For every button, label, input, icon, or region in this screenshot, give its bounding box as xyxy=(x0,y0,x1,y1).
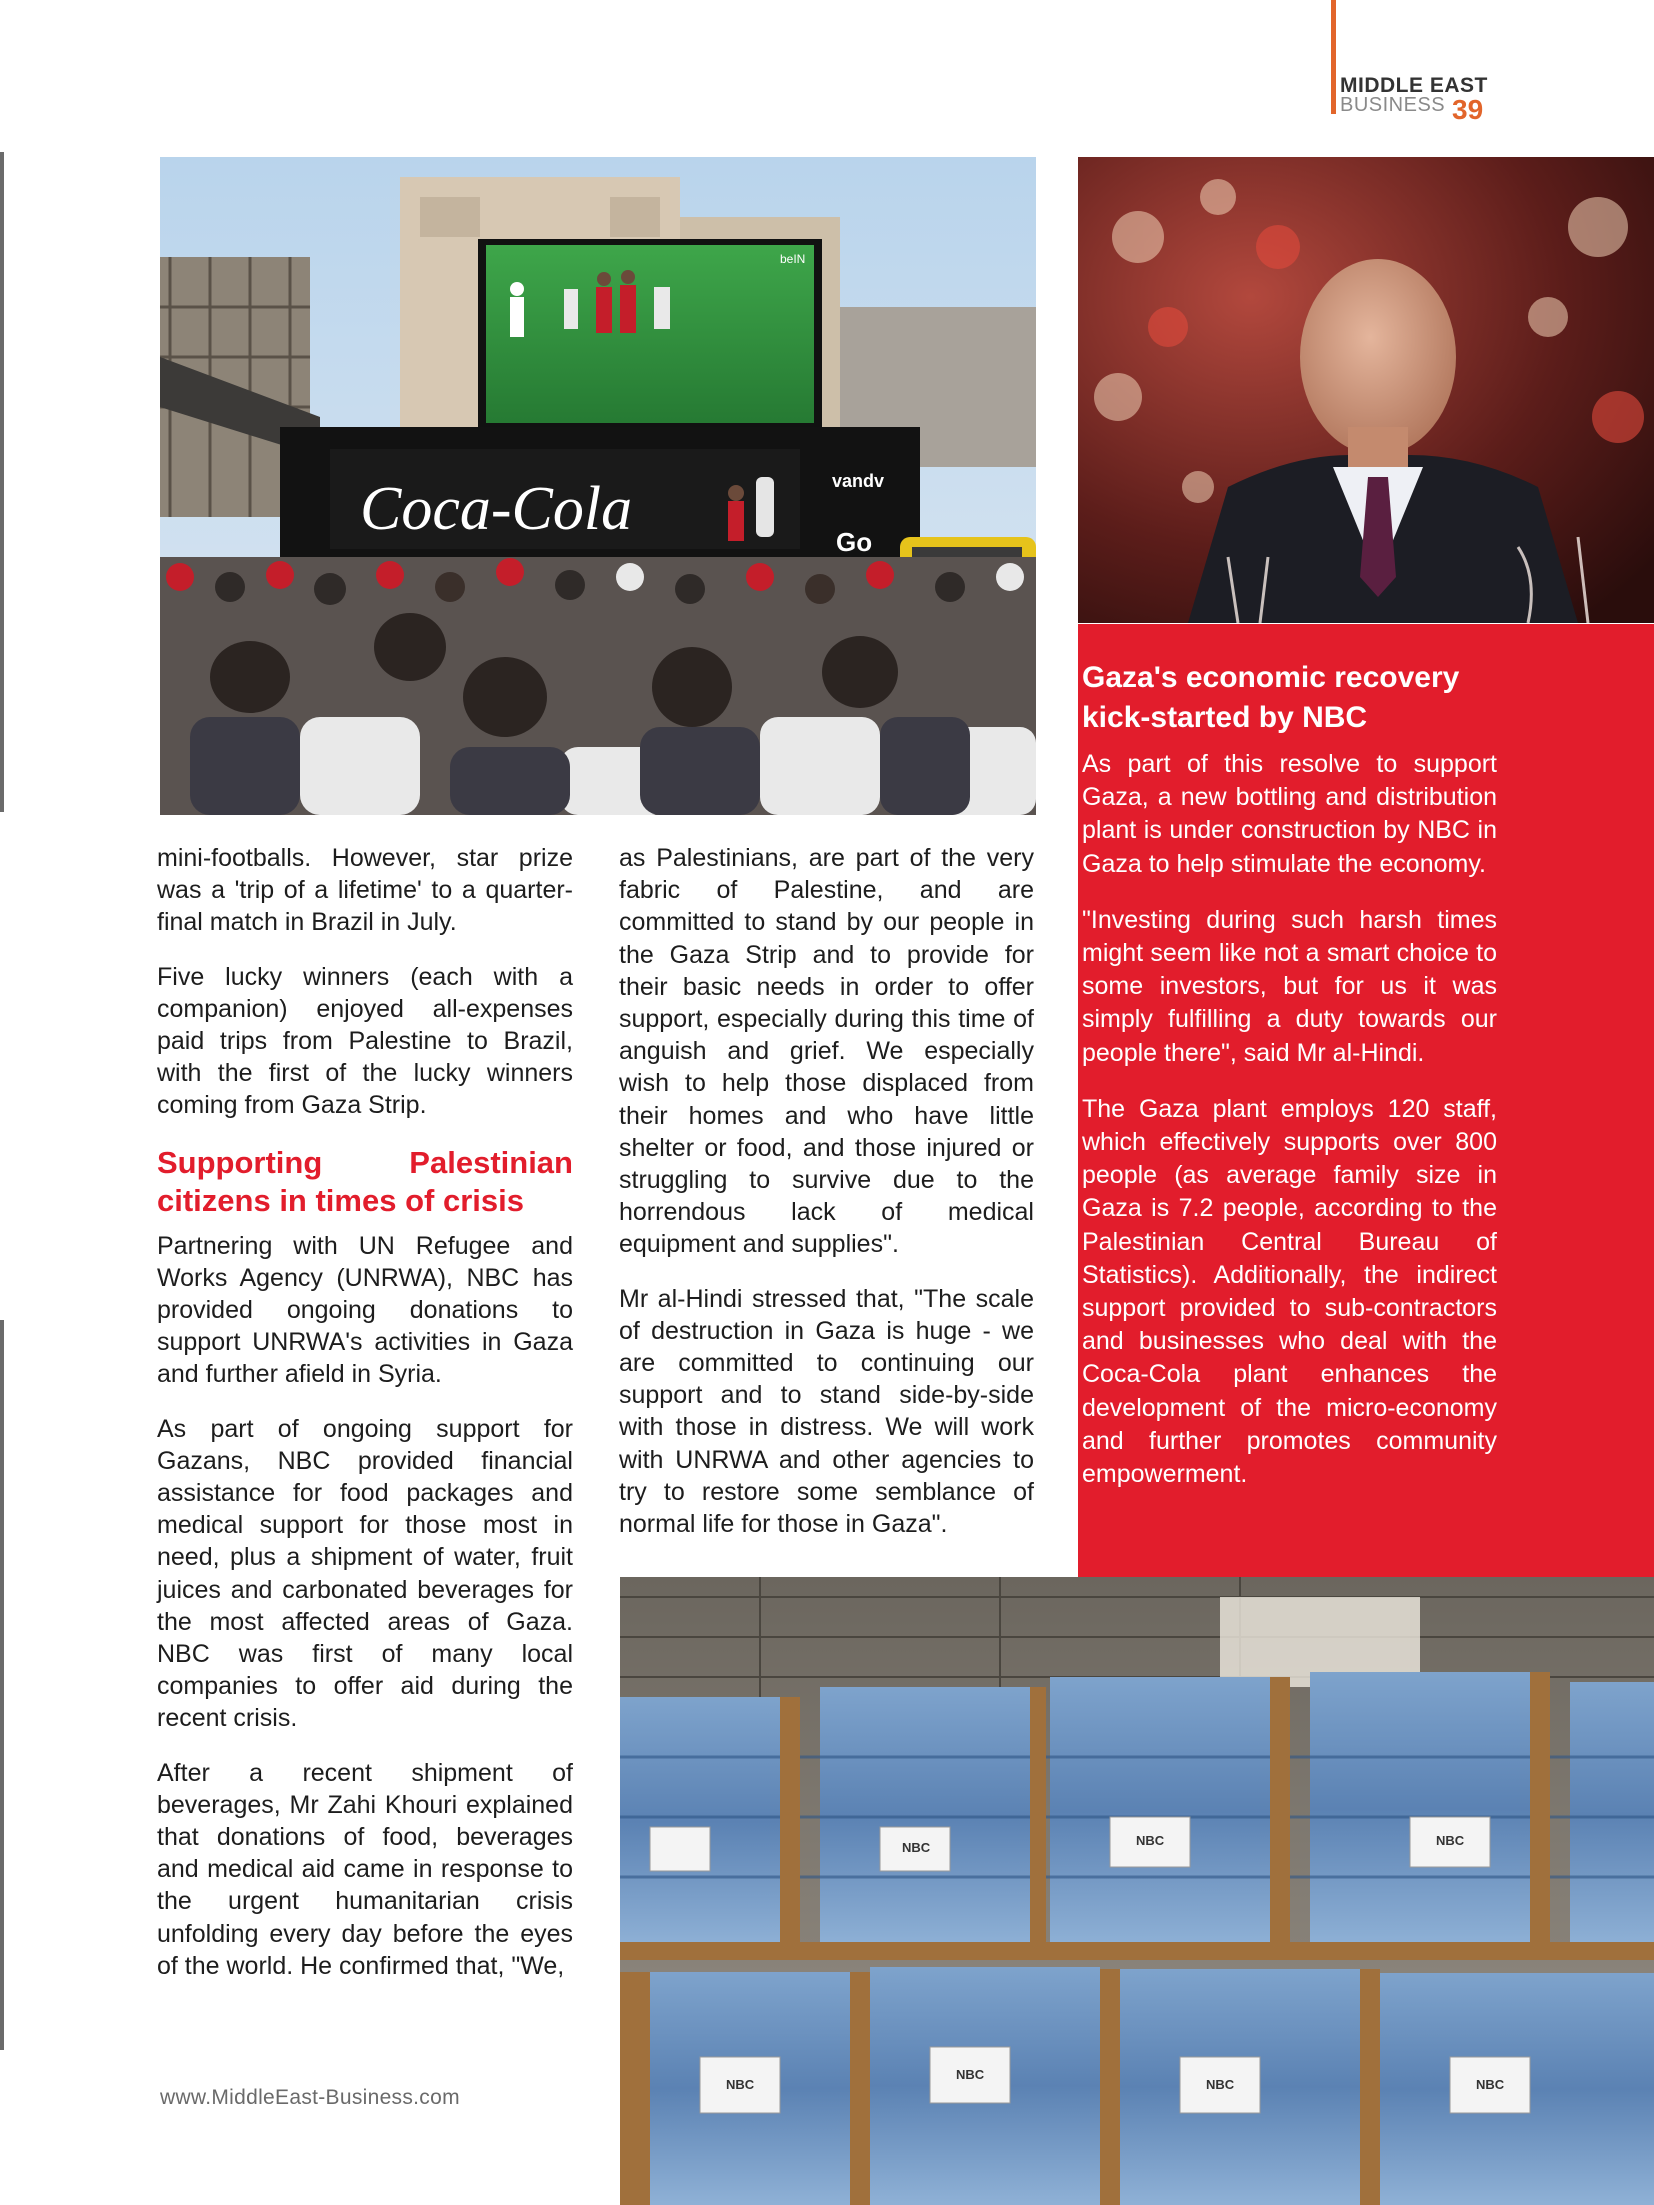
sidebar-text-block xyxy=(1082,658,1497,1514)
truck-go-logo: Go xyxy=(836,527,873,557)
sidebar-paragraph: The Gaza plant employs 120 staff, which effectively supports over 800 people (as average family size in Gaza is 7.2 people, according to the Palestinian Central Bureau of Statistics). Additionally, the indirect support provided to sub-contractors and businesses who deal with the Coca-Cola plant enhances the development of the micro-economy and further promotes community empowerment. xyxy=(1082,1094,1497,1489)
footer-website-url: www.MiddleEast-Business.com xyxy=(160,2086,460,2109)
publication-name-line1: MIDDLE EAST xyxy=(1340,74,1488,97)
pallet-label: NBC xyxy=(902,1840,931,1855)
photo-fan-screening-event xyxy=(160,157,1036,815)
body-paragraph: Mr al-Hindi stressed that, "The scale of destruction in Gaza is huge - we are committed to continuing our support and to stand side-by-side with those in distress. We will work with UNRWA and other agencies to try to restore some semblance of normal life for those in Gaza". xyxy=(619,1284,1034,1539)
pallet-label: NBC xyxy=(1206,2077,1235,2092)
body-paragraph: as Palestinians, are part of the very fabric of Palestine, and are committed to stand by our people in the Gaza Strip and to provide for their basic needs in order to offer support, especially during this time of anguish and grief. We especially wish to help those displaced from their homes and who have little shelter or food, and those injured or struggling to survive due to the horrendous lack of medical equipment and supplies". xyxy=(619,844,1034,1259)
screen-logo: beIN xyxy=(780,252,806,266)
pallet-label: NBC xyxy=(1436,1833,1465,1848)
left-margin-mark xyxy=(0,1320,4,2050)
pallet-label: NBC xyxy=(1136,1833,1165,1848)
body-paragraph: As part of ongoing support for Gazans, NBC provided financial assistance for food packages and medical support for those most in need, plus a shipment of water, fruit juices and carbonated beverages for the most affected areas of Gaza. NBC was first of many local companies to offer aid during the recent crisis. xyxy=(157,1414,573,1733)
article-column-1 xyxy=(157,842,573,2004)
brand-accent-bar xyxy=(1331,0,1336,114)
photo-water-pallets xyxy=(620,1577,1654,2205)
section-subheading: Supporting Palestinian citizens in times of crisis xyxy=(157,1144,573,1218)
body-paragraph: mini-footballs. However, star prize was a 'trip of a lifetime' to a quarter-final match in Brazil in July. xyxy=(157,844,573,937)
pallet-label: NBC xyxy=(726,2077,755,2092)
body-paragraph: Partnering with UN Refugee and Works Agency (UNRWA), NBC has provided ongoing donations to support UNRWA's activities in Gaza and further afield in Syria. xyxy=(157,1231,573,1389)
page-number: 39 xyxy=(1452,94,1484,125)
sidebar-paragraph: As part of this resolve to support Gaza, a new bottling and distribution plant is under construction by NBC in Gaza to help stimulate the economy. xyxy=(1082,750,1497,878)
pallet-label: NBC xyxy=(956,2067,985,2082)
sidebar-paragraph: "Investing during such harsh times might seem like not a smart choice to some investors, but for us it was simply fulfilling a duty towards our people there", said Mr al-Hindi. xyxy=(1082,905,1497,1067)
article-column-2 xyxy=(619,842,1034,1562)
photo-executive-portrait xyxy=(1078,157,1654,623)
publication-name-line2: BUSINESS xyxy=(1340,94,1446,116)
truck-sponsor-logo: vandv xyxy=(832,471,885,491)
sidebar-heading: Gaza's economic recovery kick-started by NBC xyxy=(1082,661,1460,734)
body-paragraph: Five lucky winners (each with a companion) enjoyed all-expenses paid trips from Palestine to Brazil, with the first of the lucky winners coming from Gaza Strip. xyxy=(157,962,573,1120)
pallet-label: NBC xyxy=(1476,2077,1505,2092)
left-margin-mark xyxy=(0,152,4,812)
body-paragraph: After a recent shipment of beverages, Mr Zahi Khouri explained that donations of food, beverages and medical aid came in response to the urgent humanitarian crisis unfolding every day before the eyes of the world. He confirmed that, "We, xyxy=(157,1758,573,1980)
truck-coca-cola-logo: Coca-Cola xyxy=(360,475,633,543)
